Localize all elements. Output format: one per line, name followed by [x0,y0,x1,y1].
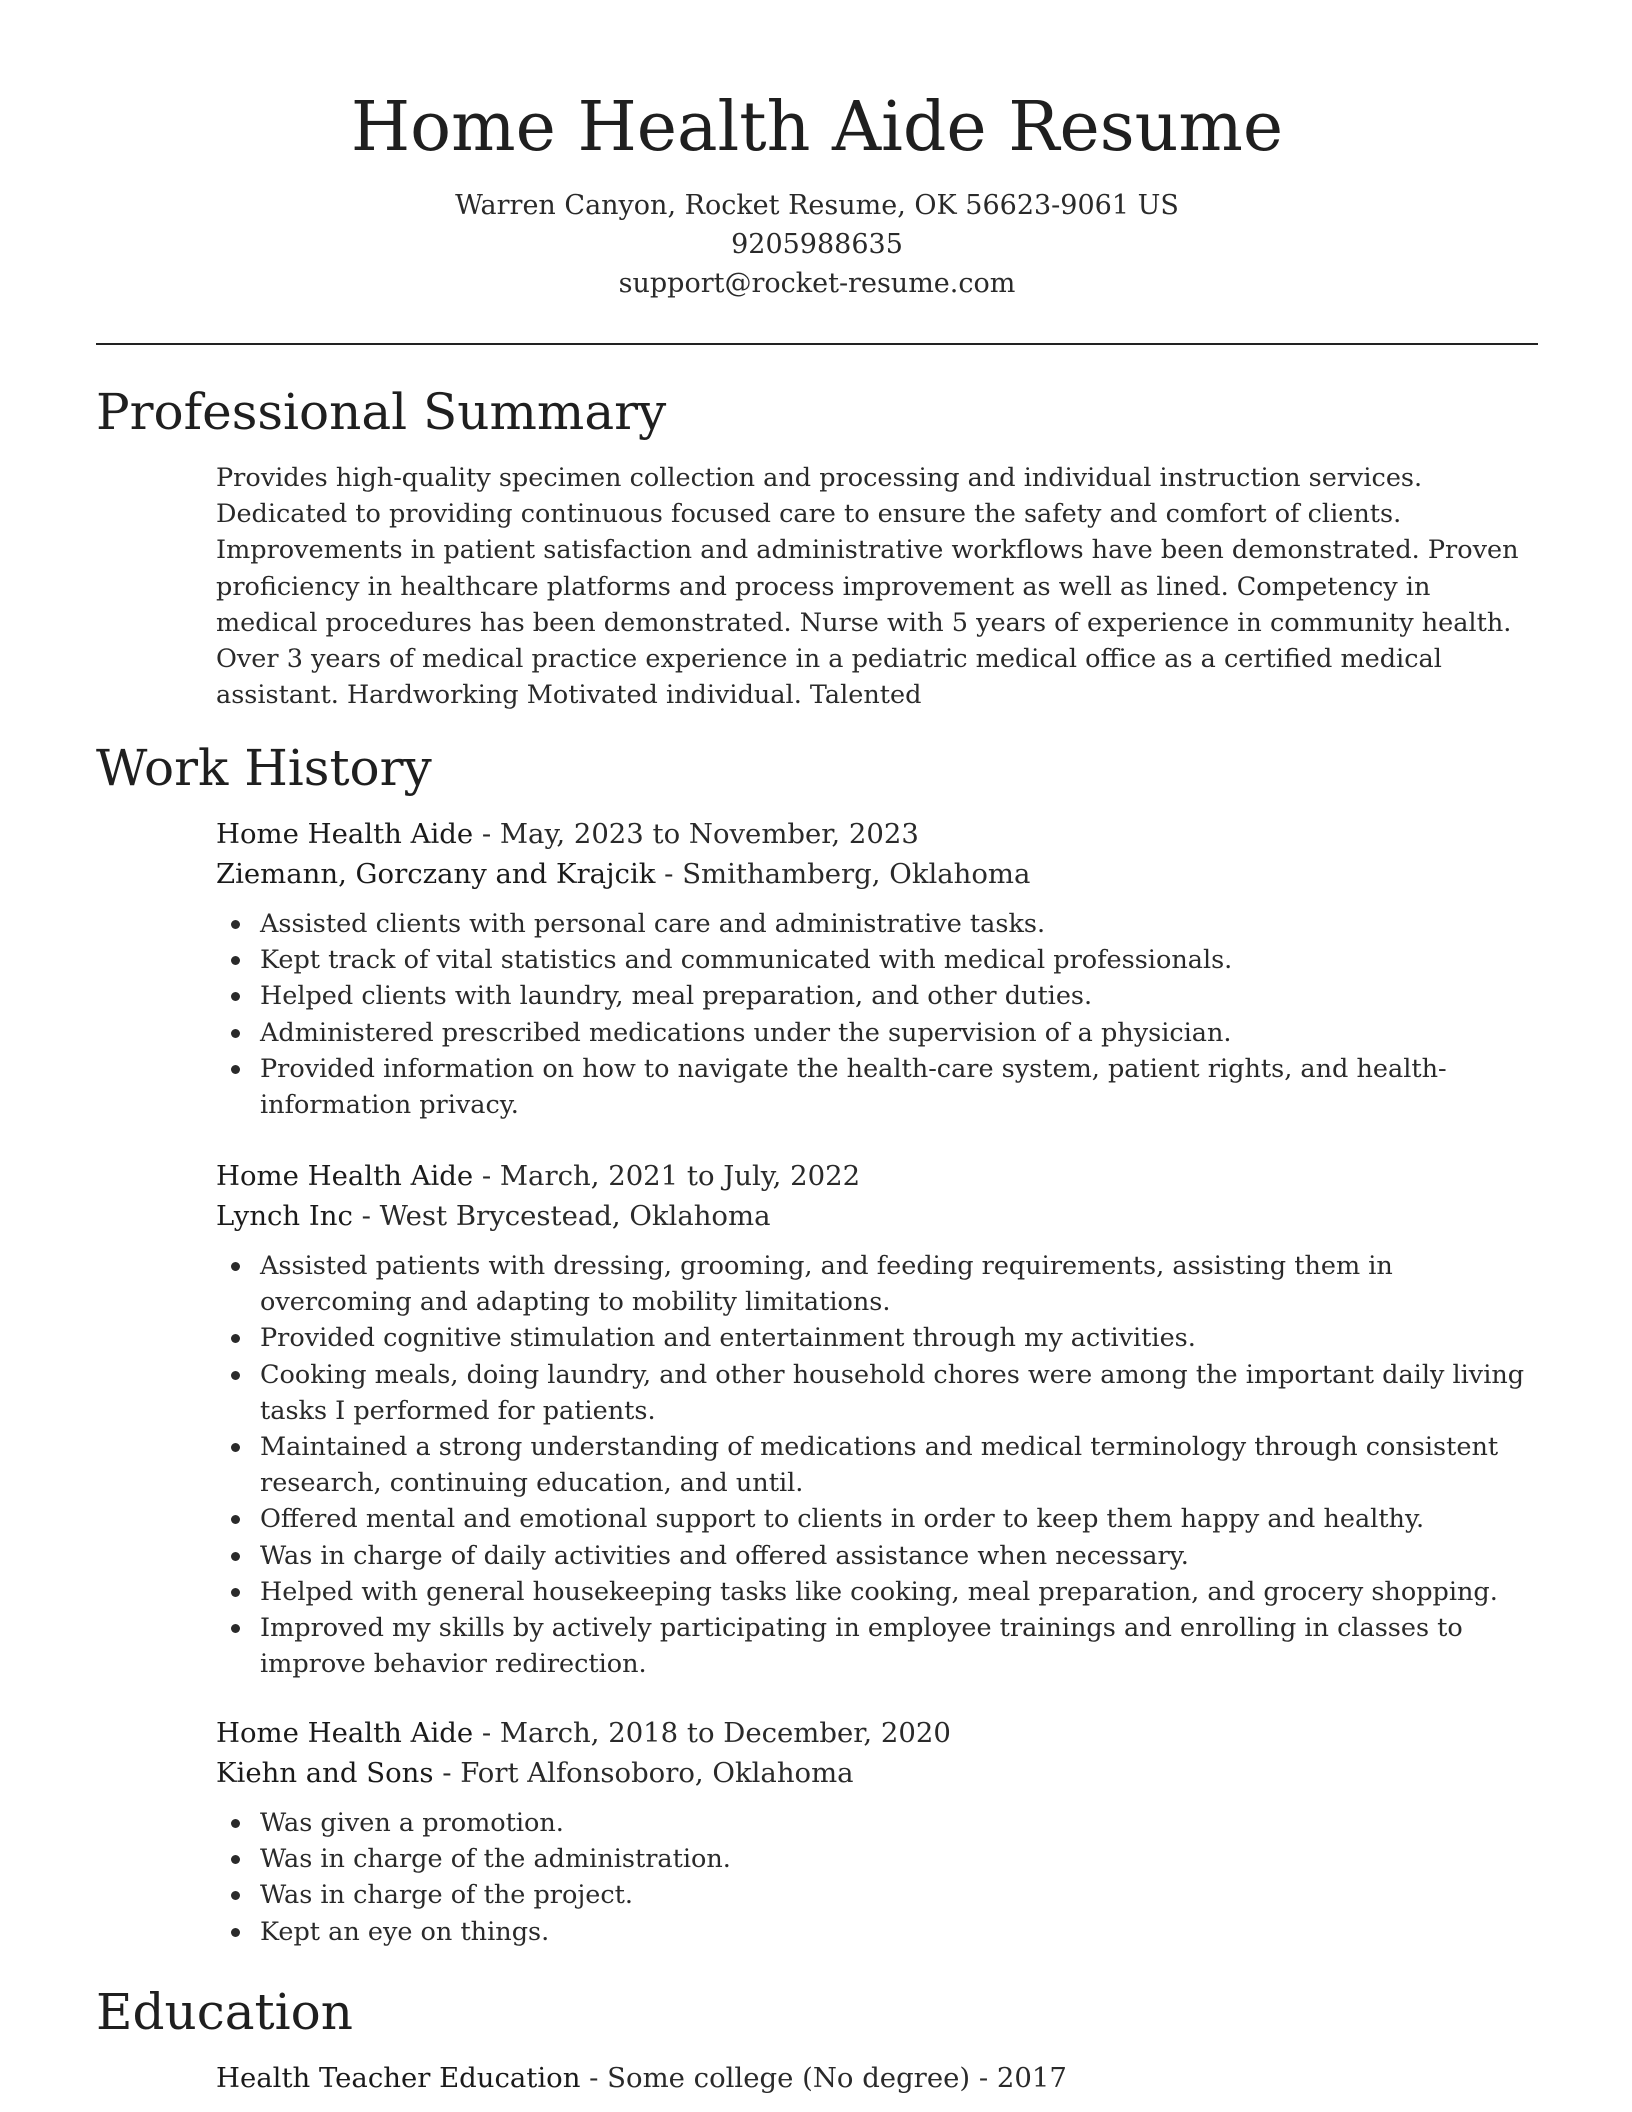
job-title: Home Health Aide [216,1160,474,1192]
job-dates: - March, 2018 to December, 2020 [473,1717,951,1749]
job-company-line [216,1196,1536,1236]
header-divider [96,343,1538,345]
job-bullet: Was given a promotion. [216,1805,1536,1841]
job-bullet: Maintained a strong understanding of medications and medical terminology through consistent research, continuing education, and until. [216,1429,1536,1501]
education-heading: Education [96,1983,353,2041]
education-line [216,2058,1536,2098]
summary-text: Provides high-quality specimen collection and processing and individual instruction services. Dedicated to providing continuous focused care to ensure the safety and comfort of clients. Improvements in patient satisfaction and administrative workflows have been demonstrated. Proven proficiency in healthcare platforms and process improvement as well as lined. Competency in medical procedures has been demonstrated. Nurse with 5 years of experience in community health. Over 3 years of medical practice experience in a pediatric medical office as a certified medical assistant. Hardworking Motivated individual. Talented [216,463,1519,711]
job-bullets [216,1805,1536,1950]
education-title: Health Teacher Education [216,2062,581,2094]
job-bullets [216,906,1536,1123]
job-bullet: Was in charge of the administration. [216,1841,1536,1877]
job-company: Lynch Inc [216,1200,353,1232]
education-details: - Some college (No degree) - 2017 [580,2062,1067,2094]
job-company-line [216,1753,1536,1793]
job-dates: - March, 2021 to July, 2022 [473,1160,861,1192]
job-bullet: Kept an eye on things. [216,1914,1536,1950]
job-entry [216,814,1536,1123]
contact-phone: 9205988635 [731,229,903,260]
job-bullet: Kept track of vital statistics and communicated with medical professionals. [216,942,1536,978]
job-bullet: Was in charge of daily activities and offered assistance when necessary. [216,1538,1536,1574]
job-bullet: Administered prescribed medications under the supervision of a physician. [216,1015,1536,1051]
job-dates: - May, 2023 to November, 2023 [473,818,919,850]
job-bullet: Cooking meals, doing laundry, and other household chores were among the important daily living tasks I performed for patients. [216,1357,1536,1429]
contact-address: Warren Canyon, Rocket Resume, OK 56623-9061 US [455,190,1179,221]
job-bullet: Assisted clients with personal care and administrative tasks. [216,906,1536,942]
job-entry [216,1713,1536,1950]
contact-email: support@rocket-resume.com [618,268,1016,299]
job-bullet: Helped with general housekeeping tasks like cooking, meal preparation, and grocery shopping. [216,1574,1536,1610]
job-bullet: Assisted patients with dressing, grooming, and feeding requirements, assisting them in overcoming and adapting to mobility limitations. [216,1248,1536,1320]
job-bullet: Offered mental and emotional support to clients in order to keep them happy and healthy. [216,1501,1536,1537]
job-bullet: Provided cognitive stimulation and entertainment through my activities. [216,1320,1536,1356]
work-history-heading: Work History [96,739,432,797]
job-entry [216,1156,1536,1682]
job-bullet: Provided information on how to navigate the health-care system, patient rights, and health-information privacy. [216,1051,1536,1123]
summary-section [216,460,1536,713]
education-entry [216,2058,1536,2098]
job-title-line [216,1713,1536,1753]
contact-block [96,186,1538,303]
resume-header [96,80,1538,303]
job-location: - West Brycestead, Oklahoma [352,1200,771,1232]
resume-title: Home Health Aide Resume [350,88,1284,167]
job-title-line [216,1156,1536,1196]
job-title: Home Health Aide [216,1717,474,1749]
job-company-line [216,854,1536,894]
job-company: Ziemann, Gorczany and Krajcik [216,858,656,890]
job-bullet: Was in charge of the project. [216,1877,1536,1913]
job-bullet: Improved my skills by actively participating in employee trainings and enrolling in classes to improve behavior redirection. [216,1610,1536,1682]
job-company: Kiehn and Sons [216,1757,434,1789]
job-title: Home Health Aide [216,818,474,850]
job-bullets [216,1248,1536,1682]
job-location: - Fort Alfonsoboro, Oklahoma [433,1757,854,1789]
job-bullet: Helped clients with laundry, meal preparation, and other duties. [216,978,1536,1014]
job-location: - Smithamberg, Oklahoma [655,858,1031,890]
summary-heading: Professional Summary [96,383,667,441]
job-title-line [216,814,1536,854]
